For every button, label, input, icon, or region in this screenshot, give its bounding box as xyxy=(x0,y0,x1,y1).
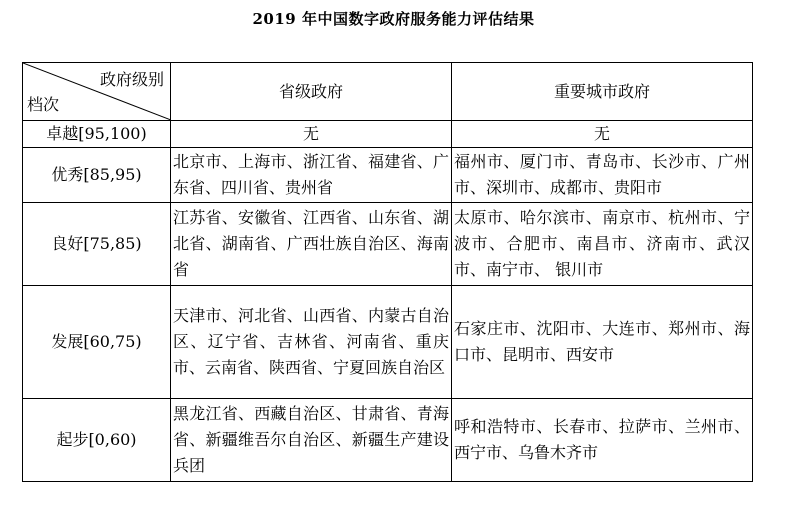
table-row xyxy=(23,399,753,482)
provincial-cell: 天津市、河北省、山西省、内蒙古自治区、辽宁省、吉林省、河南省、重庆市、云南省、陕西省、宁夏回族自治区 xyxy=(171,286,452,399)
grade-cell: 优秀[85,95) xyxy=(23,148,171,203)
table-row xyxy=(23,148,753,203)
table-header-row xyxy=(23,63,753,121)
results-table xyxy=(22,62,753,482)
provincial-cell: 北京市、上海市、浙江省、福建省、广东省、四川省、贵州省 xyxy=(171,148,452,203)
corner-top-label: 政府级别 xyxy=(99,70,164,89)
table-row xyxy=(23,203,753,286)
city-cell: 无 xyxy=(452,121,753,148)
city-cell: 呼和浩特市、长春市、拉萨市、兰州市、西宁市、乌鲁木齐市 xyxy=(452,399,753,482)
provincial-cell: 黑龙江省、西藏自治区、甘肃省、青海省、新疆维吾尔自治区、新疆生产建设兵团 xyxy=(171,399,452,482)
page-title: 2019 年中国数字政府服务能力评估结果 xyxy=(252,10,535,28)
provincial-cell: 江苏省、安徽省、江西省、山东省、湖北省、湖南省、广西壮族自治区、海南省 xyxy=(171,203,452,286)
grade-cell: 发展[60,75) xyxy=(23,286,171,399)
city-cell: 福州市、厦门市、青岛市、长沙市、广州市、深圳市、成都市、贵阳市 xyxy=(452,148,753,203)
grade-cell: 起步[0,60) xyxy=(23,399,171,482)
table-row xyxy=(23,286,753,399)
grade-cell: 良好[75,85) xyxy=(23,203,171,286)
city-cell: 石家庄市、沈阳市、大连市、郑州市、海口市、昆明市、西安市 xyxy=(452,286,753,399)
table-row xyxy=(23,121,753,148)
city-cell: 太原市、哈尔滨市、南京市、杭州市、宁波市、合肥市、南昌市、济南市、武汉市、南宁市、 银川市 xyxy=(452,203,753,286)
column-header-provincial: 省级政府 xyxy=(171,63,452,121)
grade-cell: 卓越[95,100) xyxy=(23,121,171,148)
corner-bottom-label: 档次 xyxy=(27,95,60,114)
corner-header-cell xyxy=(23,63,171,121)
column-header-city: 重要城市政府 xyxy=(452,63,753,121)
provincial-cell: 无 xyxy=(171,121,452,148)
